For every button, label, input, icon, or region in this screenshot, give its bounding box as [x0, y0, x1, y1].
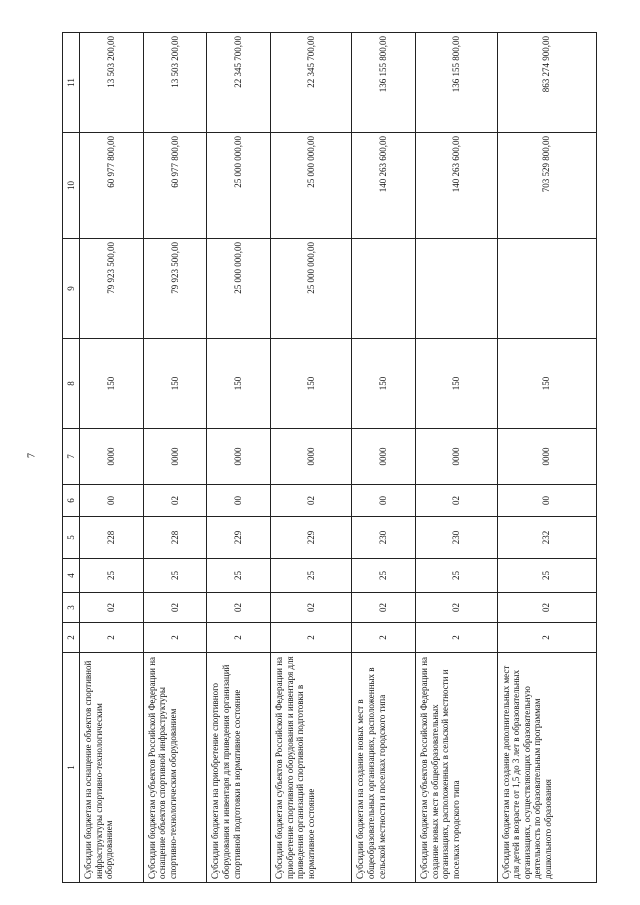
table-row — [416, 33, 498, 883]
cell-code: 150 — [143, 339, 207, 429]
cell-amount: 22 345 700,00 — [270, 33, 352, 133]
column-header: 7 — [63, 429, 80, 485]
cell-code: 25 — [416, 559, 498, 593]
column-header: 8 — [63, 339, 80, 429]
cell-code: 150 — [497, 339, 596, 429]
cell-amount: 140 263 600,00 — [352, 133, 416, 239]
cell-code: 02 — [497, 593, 596, 623]
cell-code: 02 — [416, 593, 498, 623]
row-name: Субсидии бюджетам субъектов Российской Федерации на создание новых мест в общеобразовательных организациях, расположенных в сельской местности и поселках городского типа — [416, 653, 498, 883]
cell-code: 150 — [207, 339, 271, 429]
header-row — [63, 33, 80, 883]
rotated-table-container — [62, 33, 597, 883]
table-row — [80, 33, 144, 883]
table-row — [497, 33, 596, 883]
table-row — [270, 33, 352, 883]
cell-amount: 60 977 800,00 — [80, 133, 144, 239]
cell-code: 02 — [143, 485, 207, 517]
column-header: 6 — [63, 485, 80, 517]
column-header: 2 — [63, 623, 80, 653]
column-header: 3 — [63, 593, 80, 623]
cell-code: 2 — [143, 623, 207, 653]
cell-code: 2 — [497, 623, 596, 653]
column-header: 1 — [63, 653, 80, 883]
cell-amount — [352, 239, 416, 339]
cell-code: 0000 — [270, 429, 352, 485]
cell-code: 0000 — [416, 429, 498, 485]
cell-code: 230 — [352, 517, 416, 559]
row-name: Субсидии бюджетам субъектов Российской Федерации на оснащение объектов спортивной инфраструктуры спортивно-технологическим оборудованием — [143, 653, 207, 883]
row-name: Субсидии бюджетам на создание дополнительных мест для детей в возрасте от 1,5 до 3 лет в образовательных организациях, осуществляющих образовательную деятельность по образовательным программам дошкольного образования — [497, 653, 596, 883]
column-header: 9 — [63, 239, 80, 339]
column-header: 5 — [63, 517, 80, 559]
cell-code: 02 — [270, 485, 352, 517]
cell-amount: 13 503 200,00 — [80, 33, 144, 133]
cell-code: 0000 — [497, 429, 596, 485]
cell-amount: 60 977 800,00 — [143, 133, 207, 239]
cell-code: 150 — [270, 339, 352, 429]
cell-amount: 13 503 200,00 — [143, 33, 207, 133]
table-row — [207, 33, 271, 883]
cell-code: 2 — [80, 623, 144, 653]
cell-code: 02 — [207, 593, 271, 623]
cell-amount: 25 000 000,00 — [207, 133, 271, 239]
cell-code: 228 — [143, 517, 207, 559]
cell-amount: 136 155 800,00 — [416, 33, 498, 133]
cell-amount: 79 923 500,00 — [143, 239, 207, 339]
cell-code: 02 — [270, 593, 352, 623]
cell-code: 229 — [270, 517, 352, 559]
cell-code: 2 — [270, 623, 352, 653]
cell-code: 02 — [143, 593, 207, 623]
cell-code: 232 — [497, 517, 596, 559]
row-name: Субсидии бюджетам на приобретение спортивного оборудования и инвентаря для приведения организаций спортивной подготовки в нормативное состояние — [207, 653, 271, 883]
cell-code: 25 — [143, 559, 207, 593]
cell-code: 0000 — [207, 429, 271, 485]
cell-amount: 25 000 000,00 — [270, 133, 352, 239]
cell-code: 00 — [352, 485, 416, 517]
column-header: 10 — [63, 133, 80, 239]
cell-code: 25 — [80, 559, 144, 593]
document-page — [62, 33, 597, 883]
cell-code: 2 — [416, 623, 498, 653]
cell-amount: 140 263 600,00 — [416, 133, 498, 239]
table-row — [143, 33, 207, 883]
cell-code: 00 — [207, 485, 271, 517]
cell-code: 150 — [80, 339, 144, 429]
cell-amount: 863 274 900,00 — [497, 33, 596, 133]
budget-table — [62, 32, 597, 883]
cell-code: 0000 — [80, 429, 144, 485]
cell-code: 25 — [352, 559, 416, 593]
cell-code: 2 — [207, 623, 271, 653]
cell-amount — [416, 239, 498, 339]
cell-code: 0000 — [352, 429, 416, 485]
row-name: Субсидии бюджетам на оснащение объектов спортивной инфраструктуры спортивно-технологическим оборудованием — [80, 653, 144, 883]
cell-amount: 703 529 800,00 — [497, 133, 596, 239]
cell-code: 150 — [352, 339, 416, 429]
column-header: 4 — [63, 559, 80, 593]
row-name: Субсидии бюджетам субъектов Российской Федерации на приобретение спортивного оборудования и инвентаря для приведения организаций спортивной подготовки в нормативное состояние — [270, 653, 352, 883]
cell-code: 00 — [80, 485, 144, 517]
column-header: 11 — [63, 33, 80, 133]
cell-code: 2 — [352, 623, 416, 653]
cell-amount: 22 345 700,00 — [207, 33, 271, 133]
cell-code: 230 — [416, 517, 498, 559]
cell-code: 00 — [497, 485, 596, 517]
cell-amount: 25 000 000,00 — [270, 239, 352, 339]
cell-code: 0000 — [143, 429, 207, 485]
cell-code: 228 — [80, 517, 144, 559]
cell-code: 25 — [497, 559, 596, 593]
cell-amount: 25 000 000,00 — [207, 239, 271, 339]
cell-amount — [497, 239, 596, 339]
cell-amount: 136 155 800,00 — [352, 33, 416, 133]
cell-code: 02 — [80, 593, 144, 623]
cell-code: 25 — [270, 559, 352, 593]
cell-code: 229 — [207, 517, 271, 559]
table-row — [352, 33, 416, 883]
page-number: 7 — [26, 453, 38, 458]
cell-code: 02 — [416, 485, 498, 517]
row-name: Субсидии бюджетам на создание новых мест в общеобразовательных организациях, расположенных в сельской местности и поселках городского типа — [352, 653, 416, 883]
cell-code: 150 — [416, 339, 498, 429]
cell-code: 02 — [352, 593, 416, 623]
cell-code: 25 — [207, 559, 271, 593]
cell-amount: 79 923 500,00 — [80, 239, 144, 339]
